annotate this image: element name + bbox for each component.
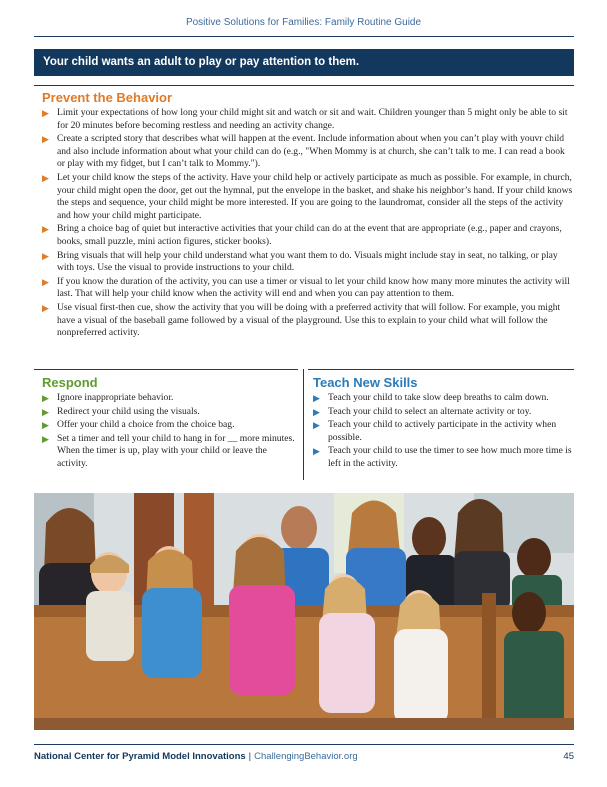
page-footer	[34, 751, 574, 762]
running-header: Positive Solutions for Families: Family Routine Guide	[185, 17, 422, 28]
footer-rule	[34, 744, 574, 745]
page-number: 45	[563, 751, 574, 762]
respond-section	[42, 375, 297, 472]
list-item: ▶ If you know the duration of the activity, you can use a timer or visual to let your child know how many more minutes the activity will last. That will help your child know when the activity will end and when you can pay attention to them.	[42, 275, 570, 300]
respond-rule	[34, 369, 298, 370]
list-item: ▶ Teach your child to take slow deep breaths to calm down.	[313, 392, 549, 403]
list-item: ▶ Offer your child a choice from the choice bag.	[42, 419, 235, 431]
respond-list	[42, 392, 297, 471]
list-item: ▶ Ignore inappropriate behavior.	[42, 392, 174, 403]
arrow-bullet-icon: ▶	[42, 420, 49, 431]
footer-website-link[interactable]: ChallengingBehavior.org	[254, 751, 358, 762]
teach-rule	[308, 369, 574, 370]
arrow-bullet-icon: ▶	[42, 250, 49, 261]
teach-section	[313, 375, 575, 472]
church-pew-photo	[34, 493, 574, 730]
photo-illustration	[34, 493, 574, 730]
arrow-bullet-icon: ▶	[42, 393, 49, 403]
list-item: ▶ Teach your child to select an alternate activity or toy.	[313, 405, 532, 417]
teach-list	[313, 392, 575, 471]
arrow-bullet-icon: ▶	[42, 433, 49, 444]
arrow-bullet-icon: ▶	[313, 406, 320, 417]
list-item: ▶ Let your child know the steps of the activity. Have your child help or actively participate as much as possible. For example, in church, your child might open the door, get out the hymnal, put the envelope in the basket, and shake his neighbor’s hand. If your child knows the steps and sequence, your child might be more interested. If you are going to the laundromat, consider all the steps of the activity and how your child might participate.	[42, 171, 573, 221]
arrow-bullet-icon: ▶	[42, 134, 49, 145]
prevent-section	[42, 90, 574, 341]
list-item: ▶ Bring visuals that will help your child understand what you want them to do. Visuals might include stay in seat, no talking, or play with toys. Use the visual to provide instructions to your child.	[42, 249, 558, 274]
column-divider	[303, 369, 304, 480]
prevent-title: Prevent the Behavior	[42, 90, 173, 105]
arrow-bullet-icon: ▶	[313, 446, 320, 457]
section-rule	[34, 85, 574, 86]
respond-title: Respond	[42, 375, 98, 390]
banner-title: Your child wants an adult to play or pay attention to them.	[43, 56, 360, 68]
arrow-bullet-icon: ▶	[42, 302, 49, 313]
list-item: ▶ Teach your child to use the timer to see how much more time is left in the activity.	[313, 445, 572, 469]
list-item: ▶ Teach your child to actively participate in the activity when possible.	[313, 419, 557, 443]
footer-organization: National Center for Pyramid Model Innovations	[34, 751, 246, 762]
arrow-bullet-icon: ▶	[313, 393, 320, 403]
scenario-banner	[34, 49, 574, 76]
header-rule	[34, 36, 574, 37]
arrow-bullet-icon: ▶	[42, 224, 49, 235]
arrow-bullet-icon: ▶	[42, 406, 49, 417]
list-item: ▶ Set a timer and tell your child to hang in for __ more minutes. When the timer is up, play with your child or leave the activity.	[42, 432, 295, 469]
arrow-bullet-icon: ▶	[42, 276, 49, 287]
arrow-bullet-icon: ▶	[42, 108, 49, 118]
teach-title: Teach New Skills	[313, 375, 418, 390]
footer-separator: |	[248, 751, 252, 762]
list-item: ▶ Create a scripted story that describes what will happen at the event. Include information about when you can’t play with youvr child and also include information about what your child can do (e.g., "When Mommy is at church, she can’t talk to me. I can read a book or play with my fidget, but I can’t talk to Mommy.").	[42, 133, 565, 170]
arrow-bullet-icon: ▶	[313, 420, 320, 431]
list-item: ▶ Limit your expectations of how long your child might sit and watch or sit and wait. Children younger than 5 might only be able to sit for 20 minutes before becoming restless and needing an activity change.	[42, 107, 568, 131]
arrow-bullet-icon: ▶	[42, 172, 49, 183]
prevent-list	[42, 107, 574, 340]
list-item: ▶ Redirect your child using the visuals.	[42, 405, 200, 417]
list-item: ▶ Use visual first-then cue, show the activity that you will be doing with a preferred activity that will follow. For example, you might have a visual of the baseball game followed by a visual of the playground. Use this to explain to your child what will follow the nonpreferred activity.	[42, 301, 561, 339]
list-item: ▶ Bring a choice bag of quiet but interactive activities that your child can do at the event that are appropriate (e.g., paper and crayons, books, small puzzle, mini action figures, sticker books).	[42, 223, 562, 247]
